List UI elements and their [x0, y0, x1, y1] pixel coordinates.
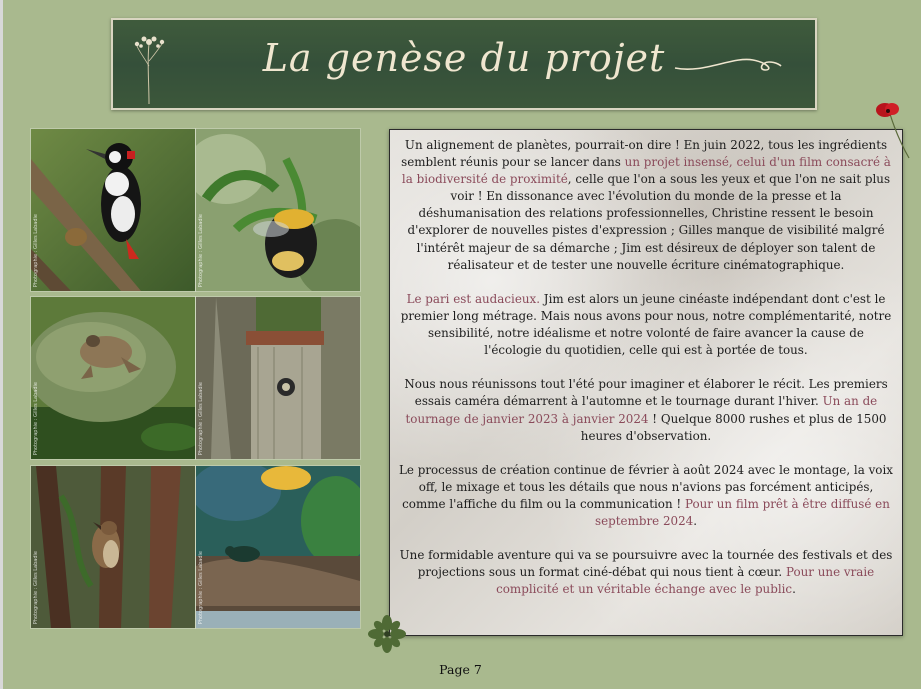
photo-credit: Photographie : Gilles Labadie — [198, 381, 204, 455]
paragraph-1 — [398, 137, 894, 274]
paragraph-text: Nous nous réunissons tout l'été pour imaginer et élaborer le récit. Les premiers essais caméra démarrent à l'automne et le tournage durant l'hiver. — [404, 377, 888, 409]
photo-wren — [31, 466, 195, 628]
poppy-icon — [873, 100, 913, 160]
page-number: Page 7 — [439, 662, 482, 677]
highlight-text: un projet insensé, celui d'un film consacré à la biodiversité de proximité — [401, 155, 891, 187]
highlight-text: Le pari est audacieux. — [406, 291, 541, 306]
story-text-panel — [389, 129, 903, 636]
paragraph-4 — [398, 462, 894, 530]
page-title: La genèse du projet — [262, 36, 666, 80]
clover-icon — [366, 613, 408, 655]
story-text — [398, 137, 894, 599]
paragraph-text: Un alignement de planètes, pourrait-on dire ! En juin 2022, tous les ingrédients semblent réunis pour se lancer dans — [401, 138, 888, 170]
highlight-text: Pour un film prêt à être diffusé en septembre 2024 — [595, 496, 890, 529]
swash-ornament — [673, 52, 783, 76]
paragraph-text: Jim est alors un jeune cinéaste indépendant dont c'est le premier long métrage. Mais nous avons pour nous, notre complémentarité, notre sensibilité, notre idéalisme et notre volonté de faire avancer la cause de l'écologie du quotidien, celle qui est à portée de tous. — [400, 291, 892, 358]
photo-credit: Photographie : Gilles Labadie — [198, 550, 204, 624]
page-edge — [0, 0, 3, 689]
photo-woodpecker — [31, 129, 195, 291]
photo-credit: Photographie : Gilles Labadie — [33, 213, 39, 287]
paragraph-text: . — [693, 514, 697, 529]
photo-bumblebee — [196, 129, 360, 291]
paragraph-2 — [398, 291, 894, 359]
paragraph-3 — [398, 376, 894, 444]
photo-credit: Photographie : Gilles Labadie — [33, 550, 39, 624]
paragraph-text: . — [792, 582, 796, 597]
photo-credit: Photographie : Gilles Labadie — [198, 213, 204, 287]
highlight-text: Un an de tournage de janvier 2023 à janvier 2024 — [405, 394, 878, 426]
paragraph-text: Une formidable aventure qui va se poursuivre avec la tournée des festivals et des projections sous un format ciné-débat qui nous tient à cœur. — [399, 548, 893, 580]
paragraph-text: ! Quelque 8000 rushes et plus de 1500 heures d'observation. — [580, 411, 887, 443]
highlight-text: Pour une vraie complicité et un véritable échange avec le public — [496, 565, 875, 597]
header-banner — [111, 18, 817, 110]
photo-frog — [31, 297, 195, 459]
photo-credit: Photographie : Gilles Labadie — [33, 381, 39, 455]
paragraph-text: , celle que l'on a sous les yeux et que l'on ne sait plus voir ! En dissonance avec l'évolution du monde de la presse et la déshumanisation des relations professionnelles, Christine ressent le besoin d'explorer de nouvelles pistes d'expression ; Gilles manque de visibilité malgré l'intérêt majeur de sa démarche ; Jim est désireux de déployer son talent de réalisateur et de tester une nouvelle écriture cinématographique. — [407, 172, 891, 272]
photo-beetle — [196, 466, 360, 628]
paragraph-text: Le processus de création continue de février à août 2024 avec le montage, la voix off, le mixage et tous les détails que nous n'avions pas forcément anticipés, comme l'affiche du film ou la communication ! — [399, 462, 893, 511]
paragraph-5 — [398, 547, 894, 598]
photo-birdhouse — [196, 297, 360, 459]
